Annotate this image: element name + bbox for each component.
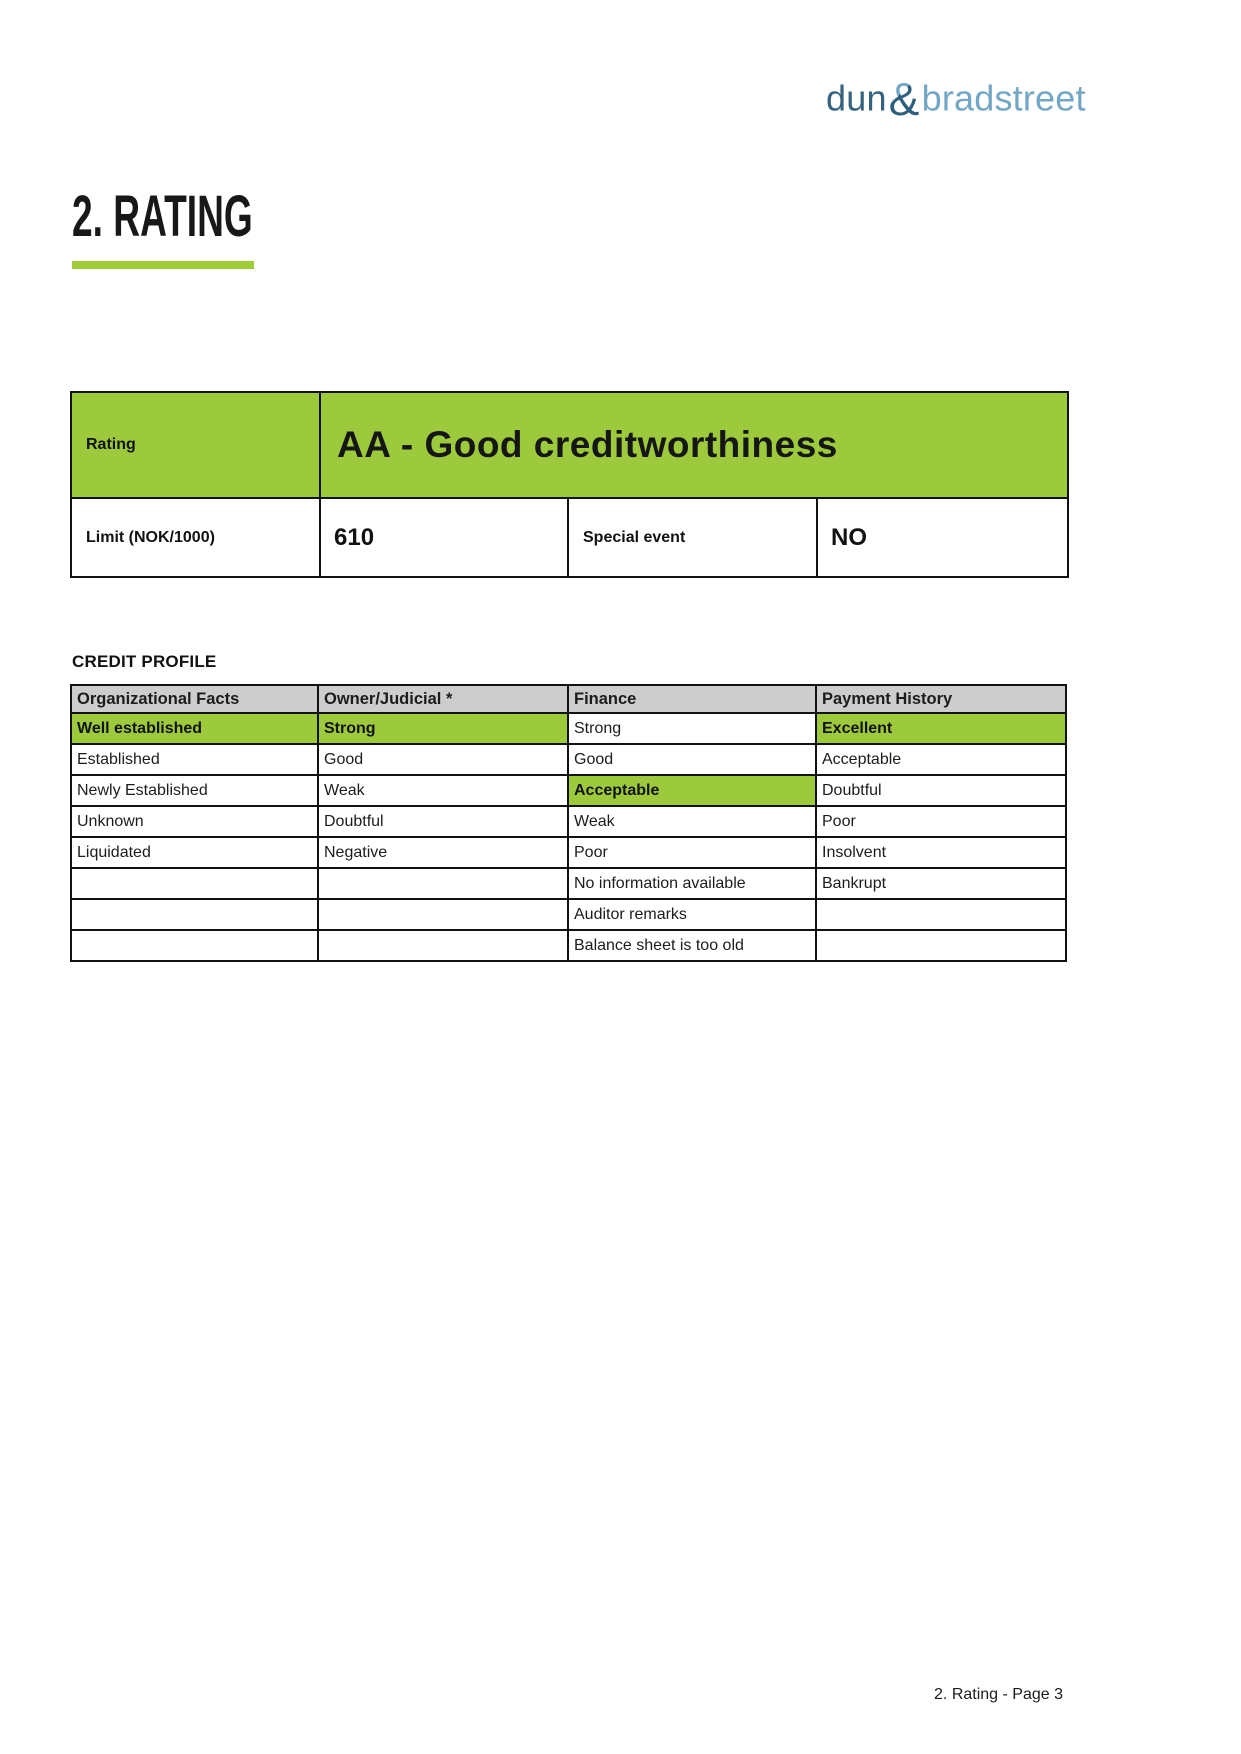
profile-cell: Newly Established [71,775,318,806]
profile-row [71,899,1066,930]
profile-cell [816,899,1066,930]
credit-profile-heading: CREDIT PROFILE [72,652,217,671]
profile-cell [71,868,318,899]
profile-row [71,837,1066,868]
profile-cell: Bankrupt [816,868,1066,899]
profile-row [71,775,1066,806]
profile-cell: Strong [318,713,568,744]
title-underline-bar [72,261,254,269]
profile-cell: Doubtful [318,806,568,837]
profile-cell: Established [71,744,318,775]
profile-cell: Poor [816,806,1066,837]
dun-bradstreet-logo [826,73,1086,125]
profile-row [71,806,1066,837]
special-event-label-cell: Special event [568,498,817,577]
profile-cell [816,930,1066,961]
profile-cell: Good [318,744,568,775]
logo-dun-text: dun [826,77,887,119]
profile-cell: Weak [318,775,568,806]
logo-bradstreet-text: bradstreet [921,77,1086,119]
page-title: 2. RATING [72,184,253,249]
profile-cell: Auditor remarks [568,899,816,930]
profile-cell [71,930,318,961]
limit-label-cell: Limit (NOK/1000) [71,498,320,577]
page-footer: 2. Rating - Page 3 [934,1686,1063,1703]
profile-cell: Negative [318,837,568,868]
profile-cell: Excellent [816,713,1066,744]
profile-cell: Balance sheet is too old [568,930,816,961]
profile-cell [318,868,568,899]
column-header-payment-history: Payment History [816,685,1066,713]
profile-cell: Acceptable [816,744,1066,775]
profile-cell: Doubtful [816,775,1066,806]
special-event-value-cell: NO [817,498,1068,577]
rating-table [70,391,1069,578]
credit-profile-table [70,684,1067,962]
profile-cell: Weak [568,806,816,837]
profile-cell: Unknown [71,806,318,837]
profile-cell: Acceptable [568,775,816,806]
profile-cell: Liquidated [71,837,318,868]
profile-cell [71,899,318,930]
column-header-finance: Finance [568,685,816,713]
profile-row [71,713,1066,744]
profile-header-row [71,685,1066,713]
profile-cell [318,930,568,961]
profile-cell: Good [568,744,816,775]
column-header-owner-judicial: Owner/Judicial * [318,685,568,713]
profile-cell: Poor [568,837,816,868]
profile-cell [318,899,568,930]
profile-row [71,744,1066,775]
rating-label-cell: Rating [71,392,320,498]
profile-row [71,930,1066,961]
logo-ampersand-icon: & [888,73,920,125]
column-header-organizational-facts: Organizational Facts [71,685,318,713]
profile-cell: Well established [71,713,318,744]
profile-cell: Strong [568,713,816,744]
rating-value-cell: AA - Good creditworthiness [320,392,1068,498]
profile-row [71,868,1066,899]
profile-cell: Insolvent [816,837,1066,868]
profile-cell: No information available [568,868,816,899]
limit-value-cell: 610 [320,498,568,577]
